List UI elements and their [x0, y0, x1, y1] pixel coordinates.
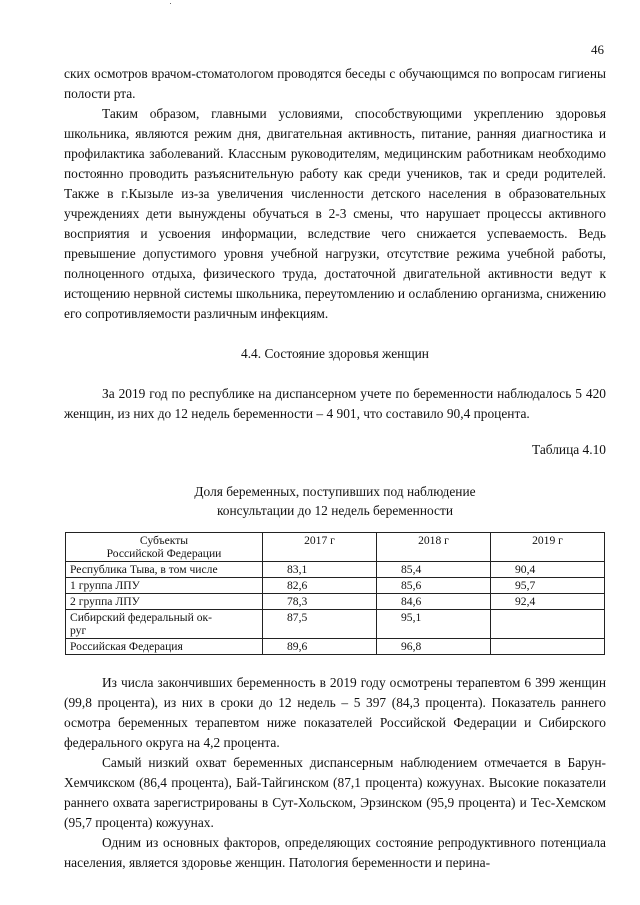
document-body [64, 64, 606, 873]
table-title-line: консультации до 12 недель беременности [216, 503, 454, 518]
cell-2018: 95,1 [377, 610, 491, 639]
header-subject-line: Российской Федерации [106, 547, 222, 560]
cell-subject: Республика Тыва, в том числе [66, 562, 263, 578]
section-heading: 4.4. Состояние здоровья женщин [241, 346, 429, 361]
cell-2017: 82,6 [263, 578, 377, 594]
paragraph: ских осмотров врачом-стоматологом проводятся беседы с обучающимся по вопросам гигиены полости рта. [64, 66, 606, 101]
table-row [66, 639, 605, 655]
paragraph: Таким образом, главными условиями, способствующими укреплению здоровья школьника, являются режим дня, двигательная активность, питание, ранняя диагностика и профилактика заболеваний. Классным руководителям, медицинским работникам необходимо постоянно проводить разъяснительную работу как среди учеников, так и среди родителей. Также в г.Кызыле из-за увеличения численности детского населения в образовательных учреждениях дети вынуждены обучаться в 2-3 смены, что нарушает процессы активного восприятия и усвоения информации, вследствие чего снижается успеваемость. Ведь превышение допустимого уровня учебной нагрузки, отсутствие режима учебной работы, полноценного отдыха, физического труда, достаточной двигательной активности ведут к истощению нервной системы школьника, переутомлению и ослаблению организма, снижению его сопротивляемости различным инфекциям. [64, 106, 606, 321]
cell-2019: 90,4 [491, 562, 605, 578]
cell-2017: 89,6 [263, 639, 377, 655]
table-row [66, 562, 605, 578]
cell-2018: 85,6 [377, 578, 491, 594]
table-header-row [66, 533, 605, 562]
header-2018: 2018 г [377, 533, 491, 562]
header-subject-line: Субъекты [139, 534, 189, 547]
header-2019: 2019 г [491, 533, 605, 562]
cell-2018: 96,8 [377, 639, 491, 655]
cell-subject-line: руг [70, 624, 87, 637]
cell-2019 [491, 639, 605, 655]
table-title-line: Доля беременных, поступивших под наблюдение [194, 484, 476, 499]
cell-2018: 85,4 [377, 562, 491, 578]
paragraph: Самый низкий охват беременных диспансерным наблюдением отмечается в Барун-Хемчикском (86,4 процента), Бай-Тайгинском (87,1 процента) кожуунах. Высокие показатели раннего охвата зарегистрированы в Сут-Хольском, Эрзинском (95,9 процента) и Тес-Хемском (95,7 процента) кожуунах. [64, 755, 606, 830]
cell-subject: 2 группа ЛПУ [66, 594, 263, 610]
cell-2018: 84,6 [377, 594, 491, 610]
table-row [66, 578, 605, 594]
table-label: Таблица 4.10 [531, 442, 606, 457]
cell-2017: 78,3 [263, 594, 377, 610]
paragraph: Одним из основных факторов, определяющих состояние репродуктивного потенциала населения, является здоровье женщин. Патология беременности и перина- [64, 835, 606, 870]
cell-subject: Российская Федерация [66, 639, 263, 655]
header-2017: 2017 г [263, 533, 377, 562]
cell-subject [66, 610, 263, 639]
paragraph: Из числа закончивших беременность в 2019 году осмотрены терапевтом 6 399 женщин (99,8 процента), из них в сроки до 12 недель – 5 397 (84,3 процента). Показатель раннего осмотра беременных терапевтом ниже показателей Российской Федерации и Сибирского федерального округа на 4,2 процента. [64, 675, 606, 750]
cell-2019 [491, 610, 605, 639]
page-number: 46 [591, 42, 604, 57]
table-title [64, 482, 606, 520]
cell-2019: 92,4 [491, 594, 605, 610]
cell-2019: 95,7 [491, 578, 605, 594]
header-subject [66, 533, 263, 562]
pregnancy-observation-table [65, 532, 605, 655]
scan-speck [170, 3, 171, 4]
paragraph: За 2019 год по республике на диспансерном учете по беременности наблюдалось 5 420 женщин, из них до 12 недель беременности – 4 901, что составило 90,4 процента. [64, 386, 606, 421]
table-row [66, 594, 605, 610]
cell-2017: 83,1 [263, 562, 377, 578]
cell-2017: 87,5 [263, 610, 377, 639]
table-row [66, 610, 605, 639]
cell-subject-line: Сибирский федеральный ок- [70, 611, 212, 624]
cell-subject: 1 группа ЛПУ [66, 578, 263, 594]
